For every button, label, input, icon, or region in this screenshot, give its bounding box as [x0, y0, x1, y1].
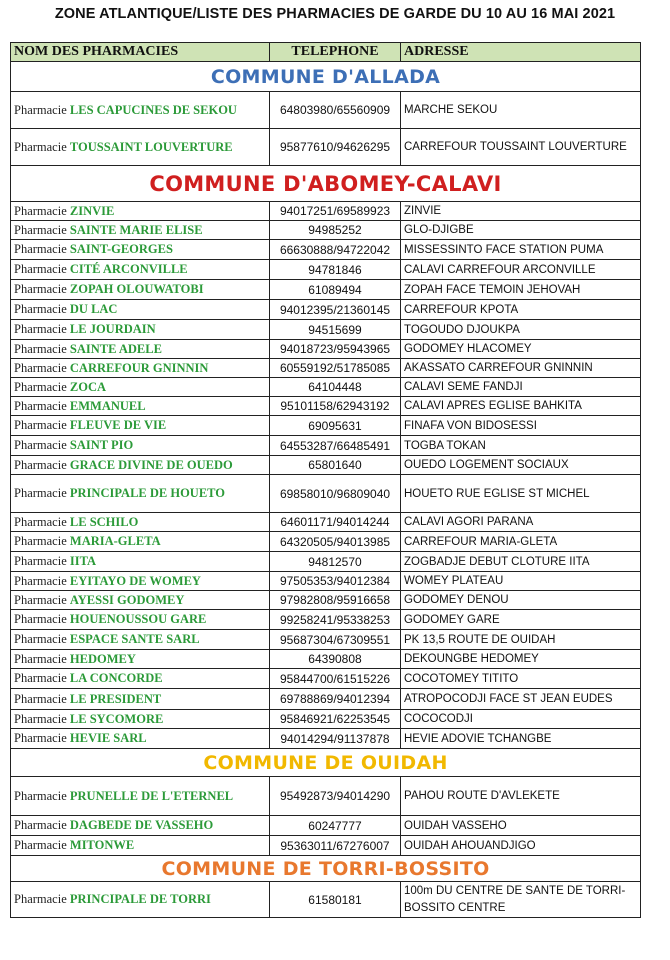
pharmacy-prefix: Pharmacie — [14, 438, 67, 452]
commune-heading: COMMUNE DE OUIDAH — [11, 749, 641, 777]
pharmacy-prefix: Pharmacie — [14, 838, 67, 852]
pharmacy-phone: 65801640 — [270, 456, 401, 475]
pharmacy-address: 100m DU CENTRE DE SANTE DE TORRI-BOSSITO CENTRE — [401, 882, 641, 918]
pharmacy-name: ZOPAH OLOUWATOBI — [69, 282, 204, 296]
header-name: NOM DES PHARMACIES — [11, 43, 270, 62]
table-row — [11, 669, 641, 689]
pharmacy-address: CALAVI AGORI PARANA — [401, 513, 641, 532]
pharmacy-name: HEVIE SARL — [69, 731, 147, 745]
pharmacy-name-cell — [11, 280, 270, 300]
pharmacy-name: DU LAC — [69, 302, 118, 316]
pharmacy-phone: 95846921/62253545 — [270, 710, 401, 729]
pharmacy-name-cell — [11, 513, 270, 532]
pharmacy-address: OUIDAH AHOUANDJIGO — [401, 836, 641, 856]
table-row — [11, 552, 641, 572]
pharmacy-name-cell — [11, 436, 270, 456]
pharmacy-address: ZOPAH FACE TEMOIN JEHOVAH — [401, 280, 641, 300]
pharmacy-address: MISSESSINTO FACE STATION PUMA — [401, 240, 641, 260]
table-row — [11, 378, 641, 397]
pharmacy-name-cell — [11, 650, 270, 669]
pharmacy-address: GODOMEY DENOU — [401, 591, 641, 610]
table-row — [11, 882, 641, 918]
commune-heading: COMMUNE D'ALLADA — [11, 62, 641, 92]
pharmacy-prefix: Pharmacie — [14, 554, 67, 568]
pharmacy-address: COCOCODJI — [401, 710, 641, 729]
pharmacy-address: MARCHE SEKOU — [401, 92, 641, 129]
pharmacy-phone: 94781846 — [270, 260, 401, 280]
pharmacy-name-cell — [11, 456, 270, 475]
table-row — [11, 689, 641, 710]
table-row — [11, 260, 641, 280]
pharmacy-name: LE SCHILO — [69, 514, 139, 529]
table-row — [11, 729, 641, 749]
page-title: ZONE ATLANTIQUE/LISTE DES PHARMACIES DE GARDE DU 10 AU 16 MAI 2021 — [54, 6, 616, 22]
table-row — [11, 416, 641, 436]
pharmacy-name: MITONWE — [69, 838, 135, 852]
pharmacy-address: TOGOUDO DJOUKPA — [401, 320, 641, 340]
pharmacy-name-cell — [11, 777, 270, 816]
pharmacy-phone: 94985252 — [270, 221, 401, 240]
pharmacy-phone: 95363011/67276007 — [270, 836, 401, 856]
table-row — [11, 475, 641, 513]
pharmacy-prefix: Pharmacie — [14, 341, 67, 356]
commune-row — [11, 749, 641, 777]
pharmacy-phone: 97505353/94012384 — [270, 572, 401, 591]
commune-row — [11, 166, 641, 202]
pharmacy-name-cell — [11, 129, 270, 166]
pharmacy-prefix: Pharmacie — [14, 892, 67, 906]
pharmacy-prefix: Pharmacie — [14, 302, 67, 316]
pharmacy-prefix: Pharmacie — [14, 632, 67, 646]
pharmacy-name: DAGBEDE DE VASSEHO — [69, 818, 214, 832]
pharmacy-prefix: Pharmacie — [14, 731, 67, 745]
pharmacy-name-cell — [11, 320, 270, 340]
commune-row — [11, 62, 641, 92]
pharmacy-phone: 95877610/94626295 — [270, 129, 401, 166]
pharmacy-address: CARREFOUR KPOTA — [401, 300, 641, 320]
pharmacy-address: CARREFOUR TOUSSAINT LOUVERTURE — [401, 129, 641, 166]
pharmacy-name-cell — [11, 240, 270, 260]
pharmacy-name-cell — [11, 221, 270, 240]
pharmacy-name-cell — [11, 729, 270, 749]
pharmacy-address: CALAVI APRES EGLISE BAHKITA — [401, 397, 641, 416]
table-row — [11, 300, 641, 320]
pharmacy-name: FLEUVE DE VIE — [69, 418, 167, 432]
pharmacy-phone: 66630888/94722042 — [270, 240, 401, 260]
pharmacy-name-cell — [11, 552, 270, 572]
pharmacy-name: LE JOURDAIN — [69, 322, 156, 336]
pharmacy-table — [10, 42, 641, 918]
table-row — [11, 572, 641, 591]
pharmacy-name-cell — [11, 572, 270, 591]
table-row — [11, 240, 641, 260]
pharmacy-address: AKASSATO CARREFOUR GNINNIN — [401, 359, 641, 378]
pharmacy-prefix: Pharmacie — [14, 612, 67, 626]
pharmacy-address: GODOMEY HLACOMEY — [401, 340, 641, 359]
pharmacy-address: TOGBA TOKAN — [401, 436, 641, 456]
pharmacy-phone: 69788869/94012394 — [270, 689, 401, 710]
pharmacy-name: HOUENOUSSOU GARE — [69, 612, 207, 626]
pharmacy-name: ZOCA — [69, 379, 107, 394]
pharmacy-prefix: Pharmacie — [14, 102, 67, 117]
pharmacy-name: CARREFOUR GNINNIN — [69, 360, 209, 375]
pharmacy-phone: 94515699 — [270, 320, 401, 340]
pharmacy-name: GRACE DIVINE DE OUEDO — [69, 457, 233, 472]
pharmacy-phone: 95492873/94014290 — [270, 777, 401, 816]
pharmacy-name-cell — [11, 689, 270, 710]
pharmacy-prefix: Pharmacie — [14, 514, 67, 529]
pharmacy-address: COCOTOMEY TITITO — [401, 669, 641, 689]
pharmacy-name-cell — [11, 300, 270, 320]
table-row — [11, 359, 641, 378]
header-address: ADRESSE — [401, 43, 641, 62]
pharmacy-name: LE SYCOMORE — [69, 711, 164, 726]
pharmacy-address: PAHOU ROUTE D'AVLEKETE — [401, 777, 641, 816]
pharmacy-name: IITA — [69, 554, 97, 568]
table-row — [11, 836, 641, 856]
pharmacy-phone: 69095631 — [270, 416, 401, 436]
pharmacy-name-cell — [11, 378, 270, 397]
pharmacy-name: HEDOMEY — [69, 651, 136, 666]
pharmacy-name: LA CONCORDE — [69, 671, 163, 685]
table-row — [11, 221, 641, 240]
pharmacy-address: OUIDAH VASSEHO — [401, 816, 641, 836]
pharmacy-address: WOMEY PLATEAU — [401, 572, 641, 591]
pharmacy-prefix: Pharmacie — [14, 818, 67, 832]
table-row — [11, 630, 641, 650]
pharmacy-name: CITÉ ARCONVILLE — [69, 262, 188, 276]
commune-heading: COMMUNE D'ABOMEY-CALAVI — [11, 166, 641, 202]
pharmacy-prefix: Pharmacie — [14, 592, 67, 607]
table-row — [11, 513, 641, 532]
pharmacy-name: PRUNELLE DE L'ETERNEL — [69, 788, 234, 803]
pharmacy-prefix: Pharmacie — [14, 139, 67, 154]
table-row — [11, 202, 641, 221]
pharmacy-phone: 69858010/96809040 — [270, 475, 401, 513]
pharmacy-prefix: Pharmacie — [14, 222, 67, 237]
pharmacy-address: CALAVI SEME FANDJI — [401, 378, 641, 397]
pharmacy-prefix: Pharmacie — [14, 711, 67, 726]
pharmacy-prefix: Pharmacie — [14, 418, 67, 432]
pharmacy-address: ATROPOCODJI FACE ST JEAN EUDES — [401, 689, 641, 710]
pharmacy-name-cell — [11, 610, 270, 630]
pharmacy-name: LES CAPUCINES DE SEKOU — [69, 102, 237, 117]
pharmacy-name-cell — [11, 397, 270, 416]
pharmacy-address: GODOMEY GARE — [401, 610, 641, 630]
pharmacy-name: AYESSI GODOMEY — [69, 592, 185, 607]
pharmacy-address: GLO-DJIGBE — [401, 221, 641, 240]
table-row — [11, 650, 641, 669]
pharmacy-prefix: Pharmacie — [14, 322, 67, 336]
pharmacy-phone: 64803980/65560909 — [270, 92, 401, 129]
pharmacy-table-body — [11, 43, 641, 918]
pharmacy-phone: 94018723/95943965 — [270, 340, 401, 359]
header-phone: TELEPHONE — [270, 43, 401, 62]
pharmacy-name: TOUSSAINT LOUVERTURE — [69, 139, 233, 154]
table-row — [11, 456, 641, 475]
pharmacy-address: CARREFOUR MARIA-GLETA — [401, 532, 641, 552]
pharmacy-prefix: Pharmacie — [14, 282, 67, 296]
table-row — [11, 436, 641, 456]
pharmacy-address: PK 13,5 ROUTE DE OUIDAH — [401, 630, 641, 650]
pharmacy-phone: 97982808/95916658 — [270, 591, 401, 610]
pharmacy-prefix: Pharmacie — [14, 203, 67, 218]
pharmacy-name-cell — [11, 202, 270, 221]
table-row — [11, 710, 641, 729]
pharmacy-address: HOUETO RUE EGLISE ST MICHEL — [401, 475, 641, 513]
table-row — [11, 320, 641, 340]
pharmacy-name: PRINCIPALE DE TORRI — [69, 892, 211, 906]
pharmacy-phone: 95101158/62943192 — [270, 397, 401, 416]
pharmacy-name-cell — [11, 710, 270, 729]
pharmacy-name-cell — [11, 416, 270, 436]
pharmacy-prefix: Pharmacie — [14, 360, 67, 375]
pharmacy-phone: 61089494 — [270, 280, 401, 300]
pharmacy-address: ZINVIE — [401, 202, 641, 221]
pharmacy-address: ZOGBADJE DEBUT CLOTURE IITA — [401, 552, 641, 572]
pharmacy-name: ZINVIE — [69, 203, 115, 218]
pharmacy-prefix: Pharmacie — [14, 671, 67, 685]
pharmacy-phone: 64320505/94013985 — [270, 532, 401, 552]
pharmacy-name-cell — [11, 532, 270, 552]
table-header-row — [11, 43, 641, 62]
table-row — [11, 610, 641, 630]
pharmacy-phone: 61580181 — [270, 882, 401, 918]
pharmacy-address: HEVIE ADOVIE TCHANGBE — [401, 729, 641, 749]
pharmacy-name-cell — [11, 630, 270, 650]
pharmacy-name-cell — [11, 882, 270, 918]
pharmacy-name: EYITAYO DE WOMEY — [69, 573, 201, 588]
pharmacy-address: OUEDO LOGEMENT SOCIAUX — [401, 456, 641, 475]
pharmacy-phone: 95844700/61515226 — [270, 669, 401, 689]
pharmacy-name-cell — [11, 92, 270, 129]
table-row — [11, 397, 641, 416]
pharmacy-phone: 60559192/51785085 — [270, 359, 401, 378]
pharmacy-phone: 94017251/69589923 — [270, 202, 401, 221]
pharmacy-phone: 64104448 — [270, 378, 401, 397]
pharmacy-prefix: Pharmacie — [14, 457, 67, 472]
pharmacy-name-cell — [11, 816, 270, 836]
table-row — [11, 777, 641, 816]
pharmacy-address: DEKOUNGBE HEDOMEY — [401, 650, 641, 669]
pharmacy-name: MARIA-GLETA — [69, 534, 161, 548]
pharmacy-name: LE PRESIDENT — [69, 691, 162, 706]
pharmacy-prefix: Pharmacie — [14, 788, 67, 803]
pharmacy-prefix: Pharmacie — [14, 242, 67, 256]
table-row — [11, 816, 641, 836]
table-row — [11, 591, 641, 610]
pharmacy-name-cell — [11, 260, 270, 280]
pharmacy-phone: 94812570 — [270, 552, 401, 572]
table-row — [11, 340, 641, 359]
pharmacy-phone: 60247777 — [270, 816, 401, 836]
pharmacy-name-cell — [11, 475, 270, 513]
pharmacy-phone: 64390808 — [270, 650, 401, 669]
pharmacy-phone: 95687304/67309551 — [270, 630, 401, 650]
pharmacy-name: PRINCIPALE DE HOUETO — [69, 486, 226, 500]
pharmacy-prefix: Pharmacie — [14, 262, 67, 276]
pharmacy-address: FINAFA VON BIDOSESSI — [401, 416, 641, 436]
commune-row — [11, 856, 641, 882]
pharmacy-name: ESPACE SANTE SARL — [69, 632, 200, 646]
pharmacy-prefix: Pharmacie — [14, 398, 67, 413]
pharmacy-name-cell — [11, 359, 270, 378]
pharmacy-prefix: Pharmacie — [14, 691, 67, 706]
pharmacy-prefix: Pharmacie — [14, 651, 67, 666]
table-row — [11, 280, 641, 300]
pharmacy-address: CALAVI CARREFOUR ARCONVILLE — [401, 260, 641, 280]
pharmacy-name-cell — [11, 669, 270, 689]
pharmacy-phone: 99258241/95338253 — [270, 610, 401, 630]
pharmacy-phone: 64601171/94014244 — [270, 513, 401, 532]
pharmacy-prefix: Pharmacie — [14, 573, 67, 588]
pharmacy-name-cell — [11, 591, 270, 610]
pharmacy-name-cell — [11, 836, 270, 856]
pharmacy-phone: 64553287/66485491 — [270, 436, 401, 456]
pharmacy-phone: 94014294/91137878 — [270, 729, 401, 749]
table-row — [11, 532, 641, 552]
pharmacy-phone: 94012395/21360145 — [270, 300, 401, 320]
pharmacy-name: SAINTE MARIE ELISE — [69, 222, 203, 237]
pharmacy-prefix: Pharmacie — [14, 379, 67, 394]
pharmacy-name: SAINT-GEORGES — [69, 242, 173, 256]
pharmacy-prefix: Pharmacie — [14, 534, 67, 548]
pharmacy-name: EMMANUEL — [69, 398, 146, 413]
commune-heading: COMMUNE DE TORRI-BOSSITO — [11, 856, 641, 882]
pharmacy-prefix: Pharmacie — [14, 486, 67, 500]
table-row — [11, 92, 641, 129]
pharmacy-name: SAINT PIO — [69, 438, 134, 452]
pharmacy-name-cell — [11, 340, 270, 359]
pharmacy-name: SAINTE ADELE — [69, 341, 162, 356]
table-row — [11, 129, 641, 166]
